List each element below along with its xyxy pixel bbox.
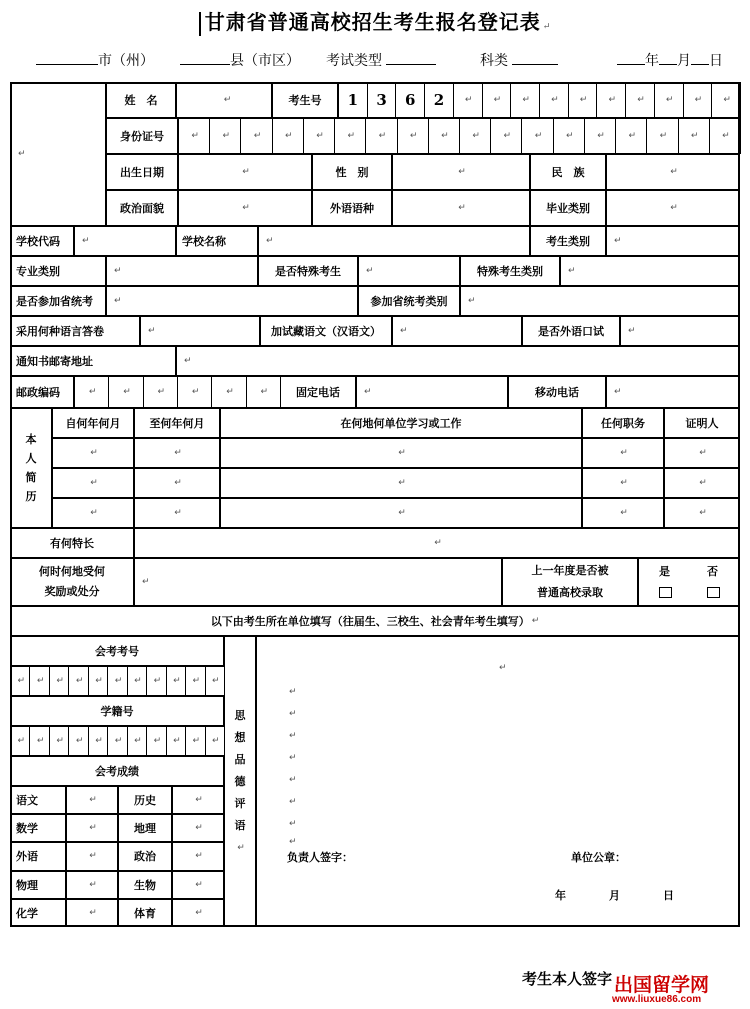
subject-label: 地理	[118, 814, 172, 842]
resume-cell[interactable]: ↵	[52, 438, 134, 468]
id-digit-cell[interactable]: ↵	[303, 118, 335, 154]
admitted-label: 上一年度是否被 普通高校录取	[502, 558, 638, 606]
id-digit-cell[interactable]: ↵	[365, 118, 397, 154]
political-label: 政治面貌	[106, 190, 178, 226]
resume-cell[interactable]: ↵	[582, 438, 664, 468]
grad-type-label: 毕业类别	[530, 190, 606, 226]
postcode-digit-cell[interactable]: ↵	[143, 376, 178, 408]
id-digit-cell[interactable]: ↵	[397, 118, 429, 154]
id-digit-cell[interactable]: ↵	[678, 118, 710, 154]
morality-comment-area[interactable]	[256, 636, 740, 927]
resume-col-from: 自何年何月	[52, 408, 134, 438]
extra-test-input[interactable]: ↵	[392, 316, 522, 346]
no-label: 否	[707, 565, 718, 578]
unit-fill-note: 以下由考生所在单位填写（往届生、三校生、社会青年考生填写） ↵	[10, 606, 740, 636]
resume-cell[interactable]: ↵	[220, 438, 582, 468]
address-label: 通知书邮寄地址	[10, 346, 176, 376]
watermark-url: www.liuxue86.com	[612, 994, 702, 1005]
subject-score[interactable]: ↵	[172, 814, 224, 842]
id-digit-cell[interactable]: ↵	[459, 118, 491, 154]
oral-input[interactable]: ↵	[620, 316, 740, 346]
resume-cell[interactable]: ↵	[134, 468, 220, 498]
admitted-choice	[638, 558, 740, 606]
resume-cell[interactable]: ↵	[664, 468, 740, 498]
hk-no-cell[interactable]: ↵	[88, 666, 108, 696]
resume-col-position: 任何职务	[582, 408, 664, 438]
resume-cell[interactable]: ↵	[664, 498, 740, 528]
foreign-lang-input[interactable]: ↵	[392, 190, 530, 226]
hk-no-cell[interactable]: ↵	[166, 666, 186, 696]
hk-no-cell[interactable]: ↵	[49, 666, 69, 696]
exam-no-cell[interactable]	[395, 82, 425, 118]
foreign-lang-label: 外语语种	[312, 190, 392, 226]
postcode-digit-cell[interactable]: ↵	[108, 376, 143, 408]
return-mark: ↵	[289, 775, 297, 785]
hk-no-cell[interactable]: ↵	[127, 666, 147, 696]
form-title: 甘肃省普通高校招生考生报名登记表 ↵	[0, 6, 750, 36]
resume-cell[interactable]: ↵	[664, 438, 740, 468]
school-code-input[interactable]: ↵	[74, 226, 176, 256]
xj-no-cell[interactable]: ↵	[88, 726, 108, 756]
postcode-digit-cell[interactable]: ↵	[74, 376, 109, 408]
hk-no-cell[interactable]: ↵	[10, 666, 30, 696]
id-digit-cell[interactable]: ↵	[428, 118, 460, 154]
phone-label: 固定电话	[280, 376, 356, 408]
resume-col-to: 至何年何月	[134, 408, 220, 438]
exam-no-cell[interactable]: ↵	[510, 82, 540, 118]
subject-label: 生物	[118, 871, 172, 899]
postcode-digit-cell[interactable]: ↵	[177, 376, 212, 408]
resume-cell[interactable]: ↵	[52, 498, 134, 528]
xj-no-cell[interactable]: ↵	[205, 726, 225, 756]
subject-score[interactable]: ↵	[172, 871, 224, 899]
oral-label: 是否外语口试	[522, 316, 620, 346]
gender-label: 性 别	[312, 154, 392, 190]
yes-checkbox[interactable]	[659, 587, 672, 598]
postcode-digit-cell[interactable]: ↵	[211, 376, 246, 408]
address-input[interactable]: ↵	[176, 346, 740, 376]
return-mark: ↵	[289, 709, 297, 719]
subject-label: 外语	[10, 842, 66, 870]
signature-label: 考生本人签字	[522, 970, 613, 988]
return-mark: ↵	[499, 663, 507, 673]
ethnic-input[interactable]: ↵	[606, 154, 740, 190]
hk-no-cell[interactable]: ↵	[107, 666, 127, 696]
hk-no-label: 会考考号	[10, 636, 224, 666]
no-checkbox[interactable]	[707, 587, 720, 598]
school-code-label: 学校代码	[10, 226, 74, 256]
special-input[interactable]: ↵	[358, 256, 460, 286]
exam-no-cell[interactable]: ↵	[568, 82, 598, 118]
watermark-cn: 出国留学网	[614, 975, 710, 996]
return-mark: ↵	[289, 753, 297, 763]
resume-cell[interactable]: ↵	[220, 468, 582, 498]
header-city: 市（州）	[36, 50, 154, 70]
xj-no-cell[interactable]: ↵	[146, 726, 166, 756]
resume-cell[interactable]: ↵	[134, 438, 220, 468]
postcode-digit-cell[interactable]: ↵	[246, 376, 281, 408]
id-digit-cell[interactable]: ↵	[584, 118, 616, 154]
resume-cell[interactable]: ↵	[52, 468, 134, 498]
resume-col-witness: 证明人	[664, 408, 740, 438]
ethnic-label: 民 族	[530, 154, 606, 190]
major-label: 专业类别	[10, 256, 106, 286]
hk-no-cell[interactable]: ↵	[185, 666, 205, 696]
phone-input[interactable]: ↵	[356, 376, 508, 408]
mobile-label: 移动电话	[508, 376, 606, 408]
talent-input[interactable]: ↵	[134, 528, 740, 558]
exam-no-cell[interactable]: ↵	[625, 82, 655, 118]
subject-label: 数学	[10, 814, 66, 842]
id-digit-cell[interactable]: ↵	[521, 118, 553, 154]
joint-exam-type-label: 参加省统考类别	[358, 286, 460, 316]
candidate-type-label: 考生类别	[530, 226, 606, 256]
birth-input[interactable]: ↵	[178, 154, 312, 190]
exam-no-cell[interactable]: ↵	[711, 82, 741, 118]
date-month: 月	[609, 889, 620, 902]
return-mark: ↵	[289, 837, 297, 847]
xj-no-cell[interactable]: ↵	[127, 726, 147, 756]
exam-no-cell[interactable]: ↵	[654, 82, 684, 118]
talent-label: 有何特长	[10, 528, 134, 558]
resume-cell[interactable]: ↵	[582, 468, 664, 498]
subject-score[interactable]: ↵	[172, 899, 224, 927]
xj-no-cell[interactable]: ↵	[166, 726, 186, 756]
subject-score[interactable]: ↵	[172, 786, 224, 814]
date-year: 年	[555, 889, 566, 902]
morality-label: 思 想 品 德 评 语 ↵	[224, 636, 256, 927]
hk-no-cell[interactable]: ↵	[205, 666, 225, 696]
resume-cell[interactable]: ↵	[134, 498, 220, 528]
id-digit-cell[interactable]: ↵	[490, 118, 522, 154]
xj-no-cell[interactable]: ↵	[29, 726, 49, 756]
cursor-bar	[199, 12, 201, 36]
school-name-label: 学校名称	[176, 226, 258, 256]
photo-area[interactable]: ↵	[10, 82, 106, 226]
yes-label: 是	[659, 565, 670, 578]
exam-no-label: 考生号	[272, 82, 338, 118]
name-label: 姓 名	[106, 82, 176, 118]
award-input[interactable]: ↵	[134, 558, 502, 606]
exam-no-digit: 3	[376, 91, 387, 109]
exam-no-cell[interactable]: ↵	[453, 82, 483, 118]
exam-no-cell[interactable]	[367, 82, 397, 118]
exam-no-cell[interactable]	[424, 82, 454, 118]
answer-lang-input[interactable]: ↵	[140, 316, 260, 346]
political-input[interactable]: ↵	[178, 190, 312, 226]
exam-no-cell[interactable]: ↵	[596, 82, 626, 118]
id-digit-cell[interactable]: ↵	[240, 118, 272, 154]
subject-label: 物理	[10, 871, 66, 899]
exam-no-cell[interactable]: ↵	[482, 82, 512, 118]
birth-label: 出生日期	[106, 154, 178, 190]
extra-test-label: 加试藏语文（汉语文）	[260, 316, 392, 346]
header-county: 县（市区）	[180, 50, 300, 70]
header-exam-type: 考试类型	[326, 50, 436, 70]
gender-input[interactable]: ↵	[392, 154, 530, 190]
mobile-input[interactable]: ↵	[606, 376, 740, 408]
id-label: 身份证号	[106, 118, 178, 154]
candidate-type-input[interactable]: ↵	[606, 226, 740, 256]
xj-no-cell[interactable]: ↵	[107, 726, 127, 756]
special-label: 是否特殊考生	[258, 256, 358, 286]
id-digit-cell[interactable]: ↵	[553, 118, 585, 154]
joint-exam-label: 是否参加省统考	[10, 286, 106, 316]
id-digit-cell[interactable]: ↵	[334, 118, 366, 154]
date-day: 日	[663, 889, 674, 902]
subject-label: 政治	[118, 842, 172, 870]
resume-cell[interactable]: ↵	[220, 498, 582, 528]
hk-no-cell[interactable]: ↵	[146, 666, 166, 696]
special-type-input[interactable]: ↵	[560, 256, 740, 286]
major-input[interactable]: ↵	[106, 256, 258, 286]
exam-no-cell[interactable]: ↵	[683, 82, 713, 118]
joint-exam-input[interactable]: ↵	[106, 286, 358, 316]
seal-label: 单位公章：	[571, 851, 626, 864]
id-digit-cell[interactable]: ↵	[272, 118, 304, 154]
subject-label: 化学	[10, 899, 66, 927]
xj-no-cell[interactable]: ↵	[68, 726, 88, 756]
id-digit-cell[interactable]: ↵	[178, 118, 210, 154]
id-digit-cell[interactable]: ↵	[615, 118, 647, 154]
grad-type-input[interactable]: ↵	[606, 190, 740, 226]
return-mark: ↵	[289, 797, 297, 807]
resume-cell[interactable]: ↵	[582, 498, 664, 528]
subject-score[interactable]: ↵	[172, 842, 224, 870]
xj-no-cell[interactable]: ↵	[185, 726, 205, 756]
exam-no-cell[interactable]: ↵	[539, 82, 569, 118]
exam-no-cell[interactable]	[338, 82, 368, 118]
postcode-label: 邮政编码	[10, 376, 74, 408]
header-subject-type: 科类	[480, 50, 558, 70]
joint-exam-type-input[interactable]: ↵	[460, 286, 740, 316]
xj-no-label: 学籍号	[10, 696, 224, 726]
hk-score-label: 会考成绩	[10, 756, 224, 786]
school-name-input[interactable]: ↵	[258, 226, 530, 256]
exam-no-digit: 2	[433, 91, 445, 109]
subject-score[interactable]: ↵	[66, 899, 118, 927]
exam-no-digit: 6	[405, 91, 416, 109]
subject-label: 历史	[118, 786, 172, 814]
return-mark: ↵	[289, 819, 297, 829]
id-digit-cell[interactable]: ↵	[709, 118, 741, 154]
id-digit-cell[interactable]: ↵	[646, 118, 678, 154]
id-digit-cell[interactable]: ↵	[209, 118, 241, 154]
resume-side-label: 本 人 简 历	[10, 408, 52, 528]
signer-label: 负责人签字：	[287, 851, 353, 864]
subject-label: 体育	[118, 899, 172, 927]
subject-label: 语文	[10, 786, 66, 814]
answer-lang-label: 采用何种语言答卷	[10, 316, 140, 346]
name-input[interactable]: ↵	[176, 82, 272, 118]
subject-score[interactable]: ↵	[66, 814, 118, 842]
exam-no-digit: 1	[347, 91, 359, 109]
xj-no-cell[interactable]: ↵	[49, 726, 69, 756]
subject-score[interactable]: ↵	[66, 842, 118, 870]
resume-col-place: 在何地何单位学习或工作	[220, 408, 582, 438]
xj-no-cell[interactable]: ↵	[10, 726, 30, 756]
hk-no-cell[interactable]: ↵	[29, 666, 49, 696]
hk-no-cell[interactable]: ↵	[68, 666, 88, 696]
header-date: 年 月 日	[617, 50, 723, 70]
subject-score[interactable]: ↵	[66, 871, 118, 899]
award-label: 何时何地受何 奖励或处分	[10, 558, 134, 606]
return-mark: ↵	[289, 687, 297, 697]
special-type-label: 特殊考生类别	[460, 256, 560, 286]
return-mark: ↵	[289, 731, 297, 741]
subject-score[interactable]: ↵	[66, 786, 118, 814]
